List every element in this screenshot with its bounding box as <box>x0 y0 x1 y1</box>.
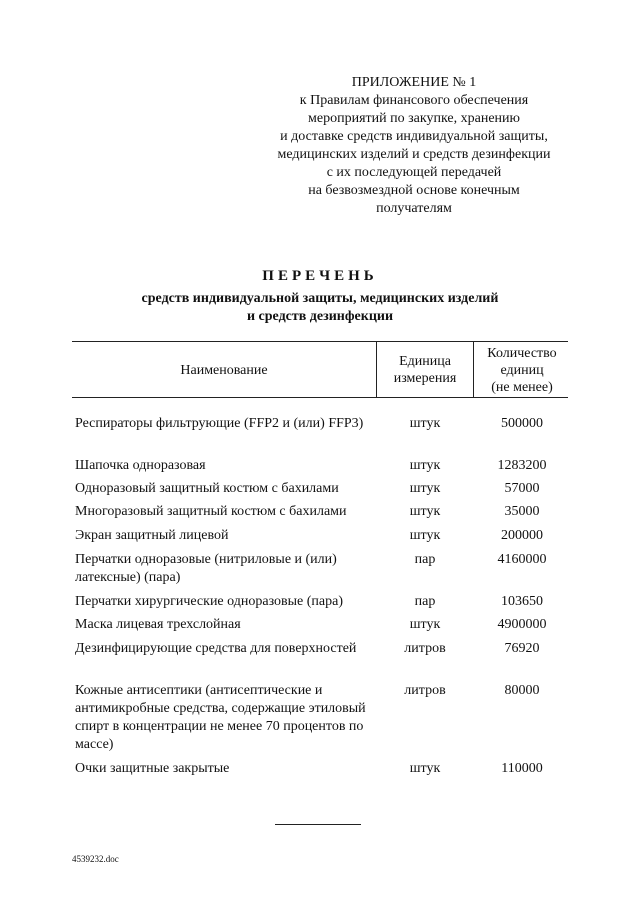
header-qty-line: (не менее) <box>491 380 553 395</box>
row-qty: 80000 <box>504 683 540 698</box>
row-unit: литров <box>404 683 446 698</box>
row-qty: 110000 <box>501 761 543 776</box>
row-unit: штук <box>409 416 441 431</box>
row-qty: 35000 <box>504 504 540 519</box>
header-name: Наименование <box>180 363 268 378</box>
row-qty: 200000 <box>501 528 543 543</box>
row-qty: 57000 <box>504 481 540 496</box>
subtitle-line: и средств дезинфекции <box>246 309 394 324</box>
header-unit <box>377 353 473 387</box>
row-qty: 1283200 <box>497 458 547 473</box>
closing-rule <box>275 824 361 825</box>
appendix-block <box>250 74 578 218</box>
row-qty: 103650 <box>501 594 543 609</box>
header-qty-line: единиц <box>500 363 544 378</box>
appendix-line: с их последующей передачей <box>326 165 502 180</box>
document-subtitle <box>0 290 640 326</box>
row-name: Перчатки одноразовые (нитриловые и (или) латексные) (пара) <box>75 552 337 585</box>
row-name: Одноразовый защитный костюм с бахилами <box>75 481 339 496</box>
row-name: Экран защитный лицевой <box>75 528 229 543</box>
row-name: Респираторы фильтрующие (FFP2 и (или) FFP3) <box>75 416 364 431</box>
row-qty: 76920 <box>504 641 540 656</box>
appendix-line: на безвозмездной основе конечным <box>308 183 520 198</box>
row-qty: 500000 <box>501 416 543 431</box>
appendix-heading: ПРИЛОЖЕНИЕ № 1 <box>351 75 477 90</box>
row-unit: штук <box>409 481 441 496</box>
row-name: Очки защитные закрытые <box>75 761 230 776</box>
header-qty-line: Количество <box>487 346 557 361</box>
header-unit-line: Единица <box>399 354 451 369</box>
header-qty <box>474 345 570 396</box>
row-qty: 4160000 <box>497 552 547 567</box>
appendix-line: к Правилам финансового обеспечения <box>299 93 529 108</box>
appendix-line: и доставке средств индивидуальной защиты, <box>280 129 548 144</box>
row-name: Маска лицевая трехслойная <box>75 617 241 632</box>
row-name: Перчатки хирургические одноразовые (пара) <box>75 594 343 609</box>
row-unit: штук <box>409 458 441 473</box>
row-name: Многоразовый защитный костюм с бахилами <box>75 504 347 519</box>
row-name: Шапочка одноразовая <box>75 458 206 473</box>
document-id: 4539232.doc <box>72 854 119 864</box>
subtitle-line: средств индивидуальной защиты, медицинских изделий <box>141 291 499 306</box>
row-unit: пар <box>414 552 436 567</box>
row-name: Дезинфицирующие средства для поверхностей <box>75 641 357 656</box>
row-unit: литров <box>404 641 446 656</box>
row-unit: штук <box>409 528 441 543</box>
appendix-line: медицинских изделий и средств дезинфекции <box>277 147 551 162</box>
row-qty: 4900000 <box>497 617 547 632</box>
row-unit: штук <box>409 761 441 776</box>
table-header-bottom-rule <box>72 397 568 398</box>
row-name: Кожные антисептики (антисептические и антимикробные средства, содержащие этиловый спирт в концентрации не менее 70 процентов по массе) <box>75 683 366 752</box>
row-unit: штук <box>409 617 441 632</box>
document-title: ПЕРЕЧЕНЬ <box>262 268 378 284</box>
row-unit: штук <box>409 504 441 519</box>
appendix-line: мероприятий по закупке, хранению <box>308 111 520 126</box>
appendix-line: получателям <box>376 201 452 216</box>
row-unit: пар <box>414 594 436 609</box>
header-unit-line: измерения <box>393 371 457 386</box>
table-top-rule <box>72 341 568 342</box>
